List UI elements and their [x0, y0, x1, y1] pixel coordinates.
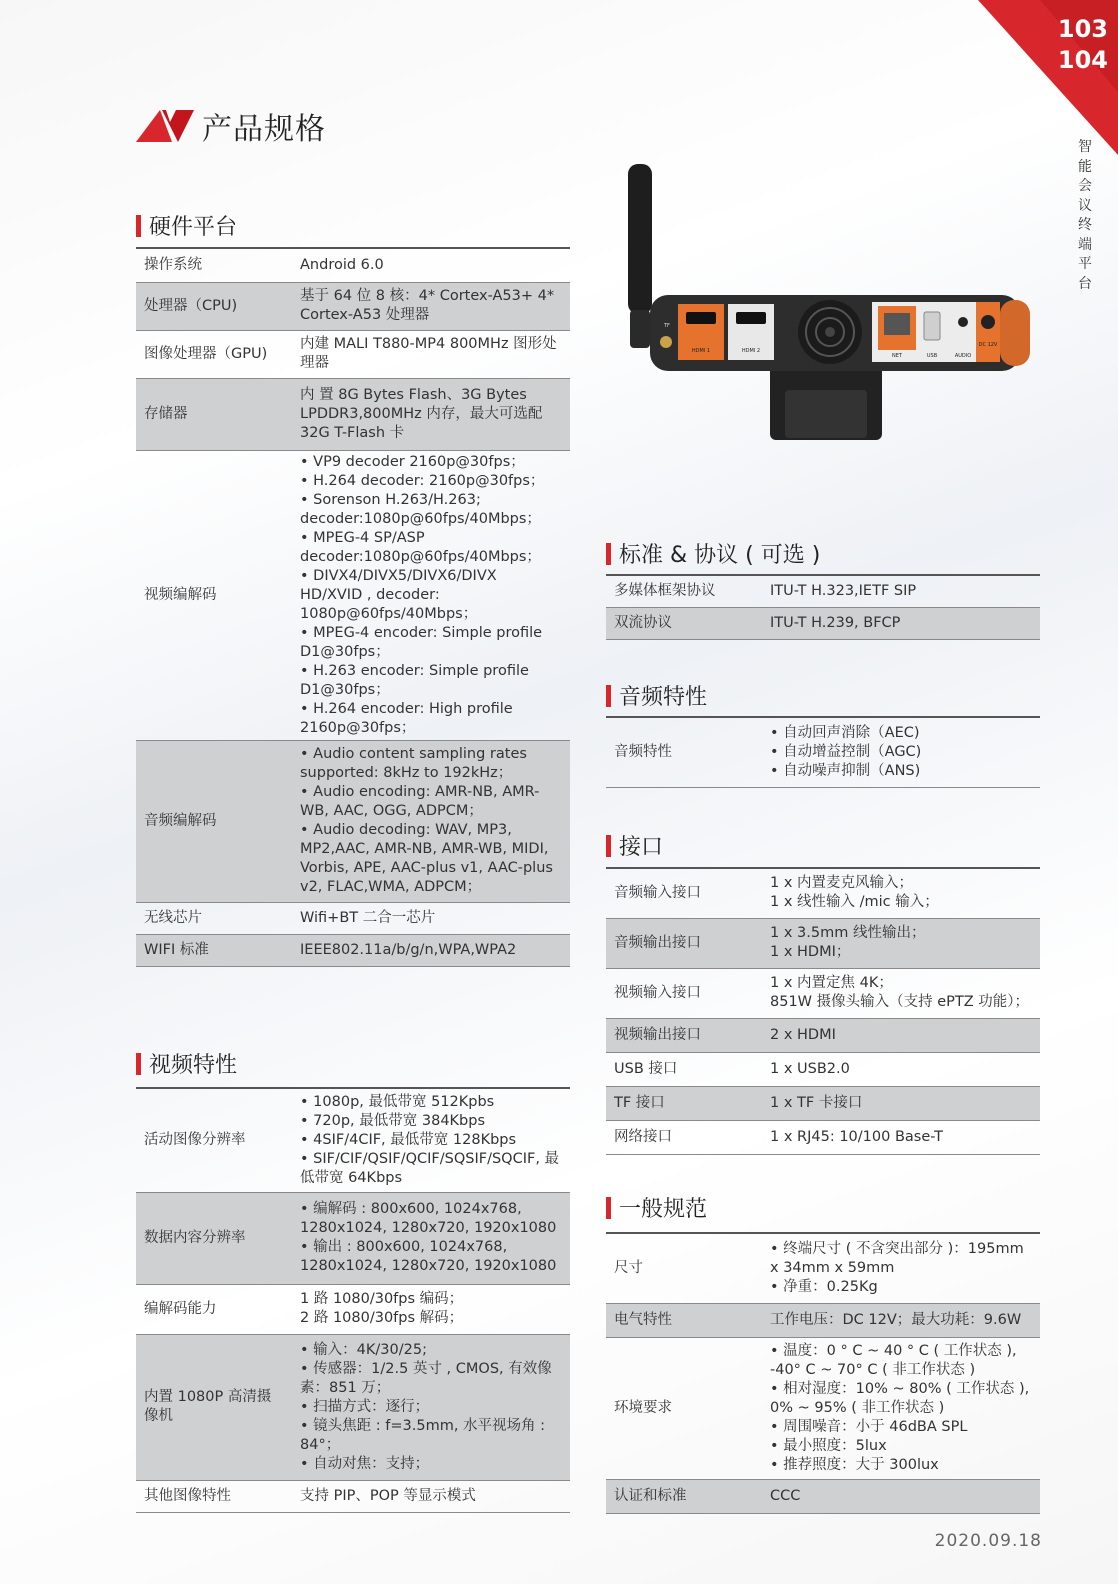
- spec-key: 电气特性: [606, 1303, 762, 1337]
- section-marker: [606, 543, 611, 565]
- spec-key: 多媒体框架协议: [606, 575, 762, 607]
- spec-value: 内建 MALI T880-MP4 800MHz 图形处理器: [292, 330, 570, 378]
- spec-key: 尺寸: [606, 1233, 762, 1303]
- table-row: [136, 330, 570, 378]
- table-row: [136, 248, 570, 282]
- section-title-video: [136, 1048, 237, 1079]
- table-row: [606, 575, 1040, 607]
- section-title-text: 硬件平台: [149, 215, 238, 240]
- label-hdmi1: HDMI 1: [691, 348, 711, 354]
- section-title-interfaces: [606, 830, 663, 861]
- device-product-image: [620, 160, 1040, 450]
- spec-value: 1 x RJ45: 10/100 Base-T: [762, 1120, 1040, 1154]
- spec-key: 视频输出接口: [606, 1018, 762, 1052]
- spec-key: 其他图像特性: [136, 1480, 292, 1512]
- section-title-text: 音频特性: [619, 685, 708, 710]
- side-char: 能: [1078, 158, 1092, 175]
- section-title-standards: [606, 538, 820, 569]
- section-title-text: 接口: [619, 835, 664, 860]
- section-title-text: 标准 & 协议 ( 可选 ): [619, 543, 821, 568]
- audio-spec-table: [606, 716, 1040, 788]
- side-char: 平: [1078, 256, 1092, 272]
- label-audio: AUDIO: [954, 353, 972, 359]
- side-char: 终: [1078, 217, 1092, 233]
- spec-value: ITU-T H.239, BFCP: [762, 607, 1040, 639]
- spec-value: CCC: [762, 1479, 1040, 1513]
- spec-key: 存储器: [136, 378, 292, 450]
- brand-logo-icon: [136, 108, 194, 144]
- spec-key: 网络接口: [606, 1120, 762, 1154]
- spec-value: • 终端尺寸 ( 不含突出部分 )：195mm x 34mm x 59mm • 净重：0.25Kg: [762, 1233, 1040, 1303]
- table-row: [606, 1233, 1040, 1303]
- table-row: [606, 1303, 1040, 1337]
- spec-value: • 自动回声消除（AEC) • 自动增益控制（AGC) • 自动噪声抑制（ANS): [762, 717, 1040, 787]
- spec-value: • VP9 decoder 2160p@30fps； • H.264 decoder: 2160p@30fps； • Sorenson H.263/H.263; decoder:1080p@60fps/40Mbps； • MPEG-4 SP/ASP decoder:1080p@60fps/40Mbps； • DIVX4/DIVX5/DIVX6/DIVX HD/XVID , decoder: 1080p@60fps/40Mbps； • MPEG-4 encoder: Simple profile D1@30fps； • H.263 encoder: Simple profile D1@30fps； • H.264 encoder: High profile 2160p@30fps；: [292, 450, 570, 740]
- interfaces-spec-table: [606, 867, 1040, 1155]
- section-title-hardware: [136, 210, 237, 241]
- spec-value: 1 x 内置定焦 4K； 851W 摄像头输入（支持 ePTZ 功能）；: [762, 968, 1040, 1018]
- spec-value: Wifi+BT 二合一芯片: [292, 902, 570, 934]
- spec-key: 无线芯片: [136, 902, 292, 934]
- spec-key: 操作系统: [136, 248, 292, 282]
- spec-value: 1 x 内置麦克风输入； 1 x 线性输入 /mic 输入；: [762, 868, 1040, 918]
- spec-key: 音频输入接口: [606, 868, 762, 918]
- table-row: [606, 607, 1040, 639]
- video-spec-table: [136, 1087, 570, 1513]
- spec-value: • 编解码 : 800x600, 1024x768, 1280x1024, 1280x720, 1920x1080 • 输出 : 800x600, 1024x768, 1280x1024, 1280x720, 1920x1080: [292, 1192, 570, 1284]
- publish-date: 2020.09.18: [934, 1531, 1042, 1551]
- spec-value: Android 6.0: [292, 248, 570, 282]
- side-section-label: [1076, 138, 1094, 294]
- spec-value: 工作电压：DC 12V；最大功耗：9.6W: [762, 1303, 1040, 1337]
- standards-spec-table: [606, 574, 1040, 640]
- label-hdmi2: HDMI 2: [741, 348, 761, 354]
- spec-key: 图像处理器（GPU): [136, 330, 292, 378]
- side-char: 端: [1078, 236, 1092, 253]
- section-marker: [136, 1053, 141, 1075]
- section-title-audio: [606, 680, 707, 711]
- table-row: [606, 1018, 1040, 1052]
- table-row: [606, 1479, 1040, 1513]
- spec-key: 音频特性: [606, 717, 762, 787]
- table-row: [136, 282, 570, 330]
- table-row: [136, 902, 570, 934]
- label-tf: TF: [664, 323, 670, 329]
- label-usb: USB: [926, 353, 938, 359]
- table-row: [136, 934, 570, 966]
- spec-value: 1 路 1080/30fps 编码； 2 路 1080/30fps 解码；: [292, 1284, 570, 1334]
- table-row: [136, 1480, 570, 1512]
- section-marker: [136, 215, 141, 237]
- spec-key: 编解码能力: [136, 1284, 292, 1334]
- spec-value: IEEE802.11a/b/g/n,WPA,WPA2: [292, 934, 570, 966]
- spec-value: 1 x TF 卡接口: [762, 1086, 1040, 1120]
- side-char: 智: [1078, 139, 1092, 155]
- spec-key: 活动图像分辨率: [136, 1088, 292, 1192]
- table-row: [606, 1052, 1040, 1086]
- hardware-spec-table: [136, 247, 570, 967]
- spec-key: 视频输入接口: [606, 968, 762, 1018]
- page-number-left: 103: [1057, 15, 1108, 43]
- spec-value: • 1080p, 最低带宽 512Kpbs • 720p, 最低带宽 384Kbps • 4SIF/4CIF, 最低带宽 128Kbps • SIF/CIF/QSIF/QCIF/SQSIF/SQCIF, 最低带宽 64Kbps: [292, 1088, 570, 1192]
- table-row: [606, 1086, 1040, 1120]
- spec-key: 环境要求: [606, 1337, 762, 1479]
- spec-key: 内置 1080P 高清摄像机: [136, 1334, 292, 1480]
- spec-key: 音频输出接口: [606, 918, 762, 968]
- table-row: [606, 968, 1040, 1018]
- table-row: [136, 1334, 570, 1480]
- table-row: [606, 868, 1040, 918]
- label-dc: DC 12V: [978, 342, 998, 348]
- table-row: [136, 1192, 570, 1284]
- table-row: [136, 740, 570, 902]
- spec-value: 基于 64 位 8 核：4* Cortex-A53+ 4* Cortex-A53 处理器: [292, 282, 570, 330]
- table-row: [606, 1120, 1040, 1154]
- page-title-text: 产品规格: [202, 112, 326, 147]
- section-marker: [606, 835, 611, 857]
- table-row: [136, 378, 570, 450]
- spec-value: • 输入：4K/30/25; • 传感器：1/2.5 英寸 , CMOS, 有效像素：851 万； • 扫描方式：逐行； • 镜头焦距 : f=3.5mm, 水平视场角 : 84°； • 自动对焦：支持；: [292, 1334, 570, 1480]
- page-title: [136, 104, 326, 148]
- spec-value: ITU-T H.323,IETF SIP: [762, 575, 1040, 607]
- section-marker: [606, 685, 611, 707]
- side-char: 台: [1078, 275, 1092, 292]
- table-row: [606, 918, 1040, 968]
- section-marker: [606, 1197, 611, 1219]
- label-net: NET: [892, 353, 902, 359]
- spec-key: USB 接口: [606, 1052, 762, 1086]
- table-row: [606, 717, 1040, 787]
- table-row: [136, 1088, 570, 1192]
- spec-value: 1 x 3.5mm 线性输出； 1 x HDMI；: [762, 918, 1040, 968]
- spec-value: 1 x USB2.0: [762, 1052, 1040, 1086]
- spec-key: TF 接口: [606, 1086, 762, 1120]
- section-title-text: 视频特性: [149, 1053, 238, 1078]
- table-row: [136, 450, 570, 740]
- spec-value: • 温度：0 ° C ~ 40 ° C ( 工作状态 ), -40° C ~ 70° C ( 非工作状态 ) • 相对湿度：10% ~ 80% ( 工作状态 ), 0% ~ 95% ( 非工作状态 ) • 周围噪音：小于 46dBA SPL • 最小照度：5lux • 推荐照度：大于 300lux: [762, 1337, 1040, 1479]
- table-row: [606, 1337, 1040, 1479]
- spec-key: 音频编解码: [136, 740, 292, 902]
- side-char: 议: [1078, 197, 1092, 214]
- section-title-general: [606, 1192, 707, 1223]
- page-number-right: 104: [1057, 46, 1108, 74]
- spec-key: 双流协议: [606, 607, 762, 639]
- page-numbers: [1058, 14, 1108, 76]
- spec-value: 支持 PIP、POP 等显示模式: [292, 1480, 570, 1512]
- spec-key: 数据内容分辨率: [136, 1192, 292, 1284]
- spec-key: 认证和标准: [606, 1479, 762, 1513]
- general-spec-table: [606, 1232, 1040, 1514]
- spec-value: 内 置 8G Bytes Flash、3G Bytes LPDDR3,800MHz 内存，最大可选配 32G T-Flash 卡: [292, 378, 570, 450]
- spec-value: • Audio content sampling rates supported: 8kHz to 192kHz； • Audio encoding: AMR-NB, AMR-WB, AAC, OGG, ADPCM； • Audio decoding: WAV, MP3, MP2,AAC, AMR-NB, AMR-WB, MIDI, Vorbis, APE, AAC-plus v1, AAC-plus v2, FLAC,WMA, ADPCM；: [292, 740, 570, 902]
- table-row: [136, 1284, 570, 1334]
- spec-value: 2 x HDMI: [762, 1018, 1040, 1052]
- spec-key: WIFI 标准: [136, 934, 292, 966]
- side-char: 会: [1078, 178, 1092, 194]
- spec-key: 处理器（CPU): [136, 282, 292, 330]
- spec-key: 视频编解码: [136, 450, 292, 740]
- section-title-text: 一般规范: [619, 1197, 708, 1222]
